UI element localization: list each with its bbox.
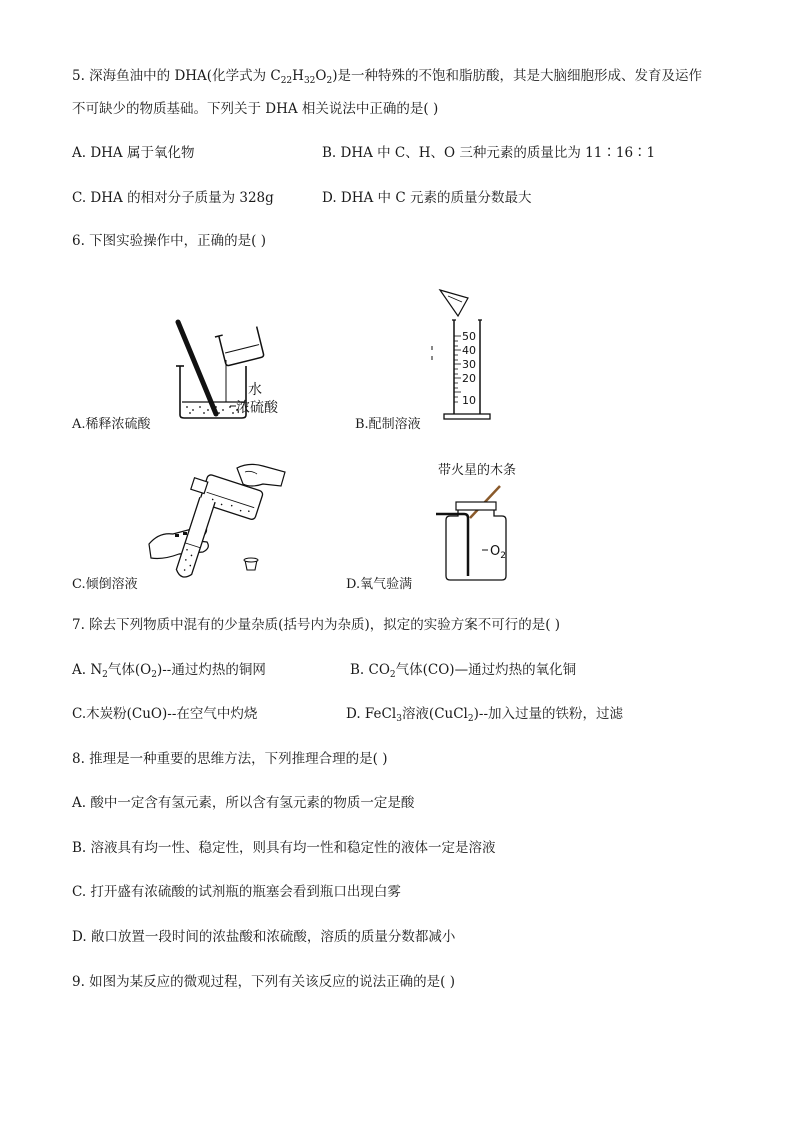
q7-option-a[interactable]: A. $N_2$气体$(O_2)--$通过灼热的铜网 bbox=[72, 662, 266, 680]
q6-stem: 6. 下图实验操作中，正确的是( ) bbox=[72, 233, 266, 249]
figure-c-pouring bbox=[145, 462, 305, 587]
q5-stem-line1: 5. 深海鱼油中的 DHA(化学式为 $C_{22}H_{32}O_2$)是一种特殊的不饱和脂肪酸，其是大脑细胞形成、发育及运作 bbox=[72, 68, 702, 86]
fig-a-water-label: 水 bbox=[248, 382, 262, 398]
q5-option-b[interactable]: B. DHA 中 C、H、O 三种元素的质量比为 11∶16∶1 bbox=[322, 145, 656, 161]
q6-caption-b[interactable]: B.配制溶液 bbox=[355, 417, 421, 432]
q7-option-b[interactable]: B. $CO_2$气体(CO)—通过灼热的氧化铜 bbox=[350, 662, 577, 680]
figure-b-cylinder bbox=[428, 284, 498, 426]
fig-b-tick-30: 30 bbox=[462, 358, 476, 371]
q5-option-c[interactable]: C. DHA 的相对分子质量为 328g bbox=[72, 190, 274, 206]
q8-option-c[interactable]: C. 打开盛有浓硫酸的试剂瓶的瓶塞会看到瓶口出现白雾 bbox=[72, 884, 401, 900]
q8-stem: 8. 推理是一种重要的思维方法，下列推理合理的是( ) bbox=[72, 751, 388, 767]
q8-option-d[interactable]: D. 敞口放置一段时间的浓盐酸和浓硫酸，溶质的质量分数都减小 bbox=[72, 929, 456, 945]
fig-b-tick-20: 20 bbox=[462, 372, 476, 385]
q5-stem-line2: 不可缺少的物质基础。下列关于 DHA 相关说法中正确的是( ) bbox=[72, 101, 439, 117]
fig-b-tick-10: 10 bbox=[462, 394, 476, 407]
fig-a-acid-label: 浓硫酸 bbox=[236, 400, 278, 416]
q6-caption-a[interactable]: A.稀释浓硫酸 bbox=[72, 417, 151, 432]
q5-option-d[interactable]: D. DHA 中 C 元素的质量分数最大 bbox=[322, 190, 532, 206]
q6-caption-c[interactable]: C.倾倒溶液 bbox=[72, 577, 138, 592]
figure-a-dilution bbox=[160, 318, 310, 423]
q5-option-a[interactable]: A. DHA 属于氧化物 bbox=[72, 145, 195, 161]
fig-d-gas-label: $O_2$ bbox=[490, 544, 506, 561]
q7-option-d[interactable]: D. FeCl$_3$溶液(CuCl$_2$)--加入过量的铁粉，过滤 bbox=[346, 706, 624, 724]
fig-d-splint-label: 带火星的木条 bbox=[438, 463, 517, 478]
fig-b-tick-40: 40 bbox=[462, 344, 476, 357]
q8-option-a[interactable]: A. 酸中一定含有氢元素，所以含有氢元素的物质一定是酸 bbox=[72, 795, 415, 811]
q8-option-b[interactable]: B. 溶液具有均一性、稳定性，则具有均一性和稳定性的液体一定是溶液 bbox=[72, 840, 496, 856]
fig-b-tick-50: 50 bbox=[462, 330, 476, 343]
q9-stem: 9. 如图为某反应的微观过程，下列有关该反应的说法正确的是( ) bbox=[72, 974, 455, 990]
q6-caption-d[interactable]: D.氧气验满 bbox=[346, 577, 413, 592]
q7-stem: 7. 除去下列物质中混有的少量杂质(括号内为杂质)，拟定的实验方案不可行的是( ) bbox=[72, 617, 561, 633]
figure-d-oxygen-test bbox=[436, 458, 546, 588]
q7-option-c[interactable]: C.木炭粉(CuO)--在空气中灼烧 bbox=[72, 706, 258, 722]
